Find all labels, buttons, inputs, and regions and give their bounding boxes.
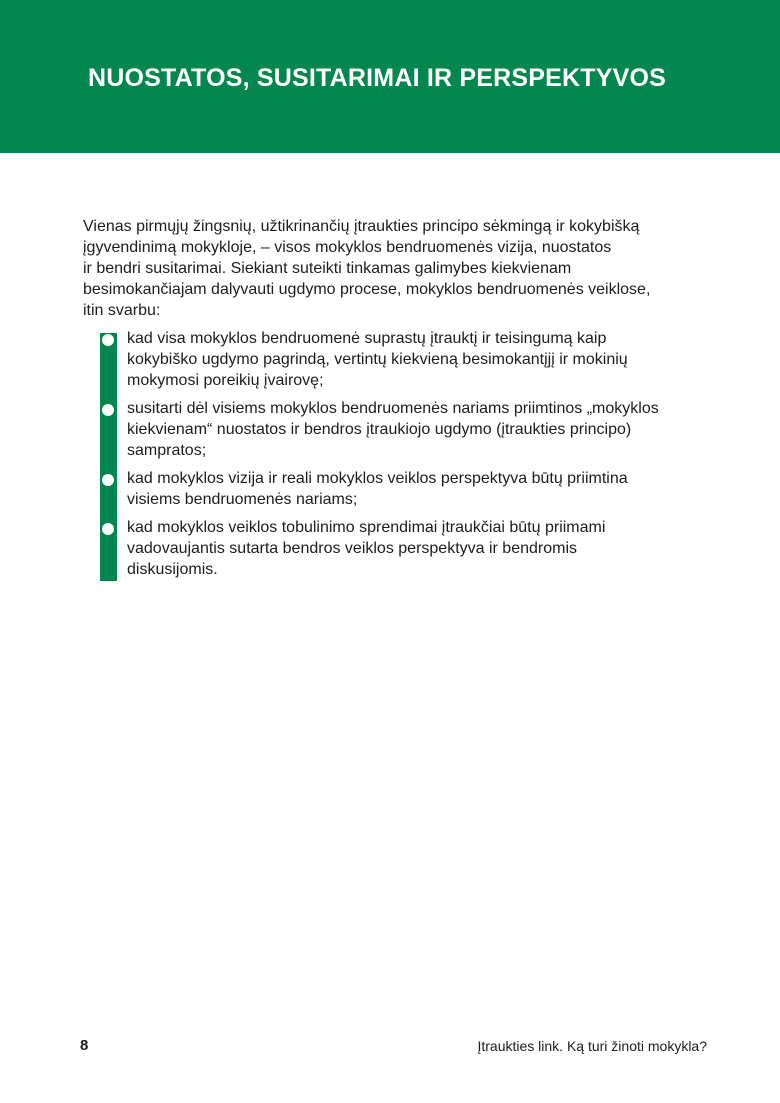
intro-paragraph bbox=[83, 216, 703, 321]
bullet-text-line: mokymosi poreikių įvairovę; bbox=[127, 372, 324, 389]
bullet-list bbox=[99, 328, 689, 580]
list-item bbox=[99, 398, 689, 461]
bullet-text-line: kad visa mokyklos bendruomenė suprastų įtrauktį ir teisingumą kaip bbox=[127, 330, 607, 347]
page-title: NUOSTATOS, SUSITARIMAI IR PERSPEKTYVOS bbox=[88, 64, 667, 92]
main-content bbox=[83, 216, 703, 587]
bullet-text-line: visiems bendruomenės nariams; bbox=[127, 491, 358, 508]
bullet-dot-icon bbox=[102, 474, 114, 486]
list-item bbox=[99, 468, 689, 510]
intro-line: besimokančiajam dalyvauti ugdymo procese, mokyklos bendruomenės veiklose, bbox=[83, 281, 651, 298]
bullet-dot-icon bbox=[102, 523, 114, 535]
bullet-dot-icon bbox=[102, 404, 114, 416]
running-footer-title: Įtraukties link. Ką turi žinoti mokykla? bbox=[477, 1038, 707, 1054]
bullet-text-line: diskusijomis. bbox=[127, 561, 218, 578]
intro-line: itin svarbu: bbox=[83, 302, 161, 319]
list-item bbox=[99, 328, 689, 391]
intro-line: ir bendri susitarimai. Siekiant suteikti tinkamas galimybes kiekvienam bbox=[83, 260, 572, 277]
intro-line: Vienas pirmųjų žingsnių, užtikrinančių įtraukties principo sėkmingą ir kokybišką bbox=[83, 218, 640, 235]
bullet-text-line: vadovaujantis sutarta bendros veiklos perspektyva ir bendromis bbox=[127, 540, 578, 557]
bullet-text-line: kiekvienam“ nuostatos ir bendros įtraukiojo ugdymo (įtraukties principo) bbox=[127, 421, 632, 438]
bullet-text-line: kad mokyklos vizija ir reali mokyklos veiklos perspektyva būtų priimtina bbox=[127, 470, 628, 487]
bullet-text-line: kokybiško ugdymo pagrindą, vertintų kiekvieną besimokantįjį ir mokinių bbox=[127, 351, 628, 368]
bullet-block bbox=[99, 328, 689, 580]
bullet-text-line: kad mokyklos veiklos tobulinimo sprendimai įtraukčiai būtų priimami bbox=[127, 519, 606, 536]
bullet-text-line: sampratos; bbox=[127, 442, 207, 459]
header-band bbox=[0, 0, 780, 153]
list-item bbox=[99, 517, 689, 580]
page-number: 8 bbox=[80, 1037, 89, 1054]
bullet-text-line: susitarti dėl visiems mokyklos bendruomenės nariams priimtinos „mokyklos bbox=[127, 400, 659, 417]
bullet-dot-icon bbox=[102, 334, 114, 346]
intro-line: įgyvendinimą mokykloje, – visos mokyklos bendruomenės vizija, nuostatos bbox=[83, 239, 612, 256]
